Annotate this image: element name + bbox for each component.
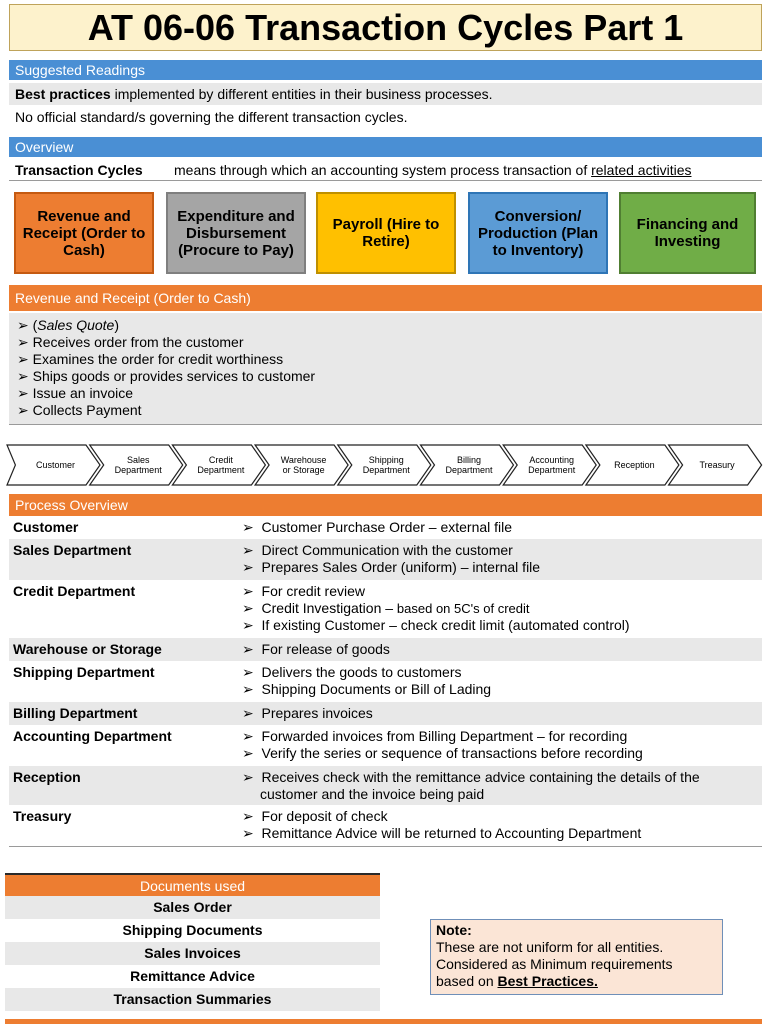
best-practices-emphasis: Best Practices. <box>497 973 598 989</box>
list-item: ➢ Issue an invoice <box>17 385 762 402</box>
process-label: Billing Department <box>13 705 138 721</box>
process-label: Shipping Department <box>13 664 155 680</box>
suggested-readings-line-1 <box>9 83 762 105</box>
list-item: ➢ Examines the order for credit worthiness <box>17 351 762 368</box>
flow-step-label: Billing Department <box>445 455 493 475</box>
process-label: Reception <box>13 769 81 785</box>
list-item <box>242 600 757 617</box>
overview-definition <box>174 159 692 181</box>
table-row <box>9 766 762 805</box>
cycle-expenditure-disbursement: Expenditure and Disbursement (Procure to Pay) <box>166 192 306 274</box>
flow-step-label: Accounting Department <box>528 455 576 475</box>
list-item: ➢ (Sales Quote) <box>17 317 762 334</box>
flow-step-label: Credit Department <box>197 455 245 475</box>
list-item: ➢ Direct Communication with the customer <box>242 542 757 559</box>
list-item: ➢ Forwarded invoices from Billing Department – for recording <box>242 728 757 745</box>
list-item: ➢ For deposit of check <box>242 808 757 825</box>
process-items <box>242 664 757 698</box>
suggested-readings-header: Suggested Readings <box>9 60 762 80</box>
cycle-payroll: Payroll (Hire to Retire) <box>316 192 456 274</box>
flow-step-label: Shipping Department <box>362 455 410 475</box>
overview-term: Transaction Cycles <box>15 162 143 178</box>
process-items <box>242 583 757 634</box>
document-item: Transaction Summaries <box>5 988 380 1011</box>
document-item: Sales Invoices <box>5 942 380 965</box>
overview-definition-row <box>9 159 762 181</box>
flow-step-label: Warehouse or Storage <box>280 455 327 475</box>
overview-header: Overview <box>9 137 762 157</box>
list-item: ➢ Collects Payment <box>17 402 762 419</box>
list-item: ➢ Shipping Documents or Bill of Lading <box>242 681 757 698</box>
flow-step-label: Reception <box>614 460 655 470</box>
suggested-readings-line-1-text: implemented by different entities in their business processes. <box>110 86 493 102</box>
process-label: Treasury <box>13 808 72 824</box>
document-item: Sales Order <box>5 896 380 919</box>
cycle-conversion-production: Conversion/ Production (Plan to Inventory) <box>468 192 608 274</box>
document-item: Remittance Advice <box>130 968 255 984</box>
process-items <box>242 542 757 576</box>
note-line-prefix: based on <box>436 973 498 989</box>
note-line <box>436 973 717 990</box>
process-label: Credit Department <box>13 583 136 599</box>
process-label: Accounting Department <box>13 728 172 744</box>
table-row <box>9 661 762 702</box>
related-activities-link: related activities <box>591 162 692 178</box>
bottom-divider <box>5 1019 762 1024</box>
list-item: ➢ Receives order from the customer <box>17 334 762 351</box>
five-cs-note: based on 5C's of credit <box>396 601 530 616</box>
process-items <box>242 705 757 722</box>
list-item: ➢ Delivers the goods to customers <box>242 664 757 681</box>
revenue-steps-list <box>9 313 762 425</box>
table-row <box>9 725 762 766</box>
flow-step-label: Sales Department <box>114 455 162 475</box>
process-label: Sales Department <box>13 542 132 558</box>
list-item: ➢ If existing Customer – check credit limit (automated control) <box>242 617 757 634</box>
revenue-receipt-header: Revenue and Receipt (Order to Cash) <box>9 285 762 311</box>
process-label: Customer <box>13 519 79 535</box>
table-row <box>9 638 762 661</box>
suggested-readings-line-2: No official standard/s governing the different transaction cycles. <box>15 109 408 125</box>
cycle-financing-investing: Financing and Investing <box>619 192 756 274</box>
list-item: ➢ Ships goods or provides services to customer <box>17 368 762 385</box>
note-line: Considered as Minimum requirements <box>436 956 673 972</box>
note-box <box>430 919 723 995</box>
process-items <box>242 808 757 842</box>
process-overview-header: Process Overview <box>9 494 762 516</box>
table-row <box>9 805 762 847</box>
list-item-text: Credit Investigation – <box>261 600 397 616</box>
cycle-revenue-receipt: Revenue and Receipt (Order to Cash) <box>14 192 154 274</box>
best-practices-term: Best practices <box>15 86 111 102</box>
process-items <box>242 769 757 803</box>
list-item: ➢ Receives check with the remittance advice containing the details of the customer and the invoice being paid <box>242 769 757 803</box>
process-flow-diagram <box>0 443 768 487</box>
process-items <box>242 519 757 536</box>
note-title: Note: <box>436 922 472 938</box>
list-item: ➢ Remittance Advice will be returned to Accounting Department <box>242 825 757 842</box>
page-title: AT 06-06 Transaction Cycles Part 1 <box>9 4 762 51</box>
process-items <box>242 728 757 762</box>
sales-quote-text: Sales Quote <box>37 317 115 333</box>
process-label: Warehouse or Storage <box>13 641 162 657</box>
documents-used-header: Documents used <box>5 873 380 896</box>
note-line: These are not uniform for all entities. <box>436 939 664 955</box>
list-item: ➢ Prepares Sales Order (uniform) – internal file <box>242 559 757 576</box>
table-row <box>9 539 762 580</box>
table-row <box>9 702 762 725</box>
flow-chevrons <box>7 445 762 485</box>
list-item: ➢ For credit review <box>242 583 757 600</box>
document-item: Shipping Documents <box>122 922 263 938</box>
list-item: ➢ For release of goods <box>242 641 757 658</box>
overview-definition-text: means through which an accounting system process transaction of <box>174 162 592 178</box>
transaction-cycle-boxes <box>14 192 756 274</box>
table-row <box>9 580 762 638</box>
process-items <box>242 641 757 658</box>
list-item: ➢ Customer Purchase Order – external file <box>242 519 757 536</box>
flow-step-label: Customer <box>35 460 76 470</box>
list-item: ➢ Verify the series or sequence of transactions before recording <box>242 745 757 762</box>
flow-step-label: Treasury <box>699 460 735 470</box>
table-row <box>9 516 762 539</box>
list-item: ➢ Prepares invoices <box>242 705 757 722</box>
